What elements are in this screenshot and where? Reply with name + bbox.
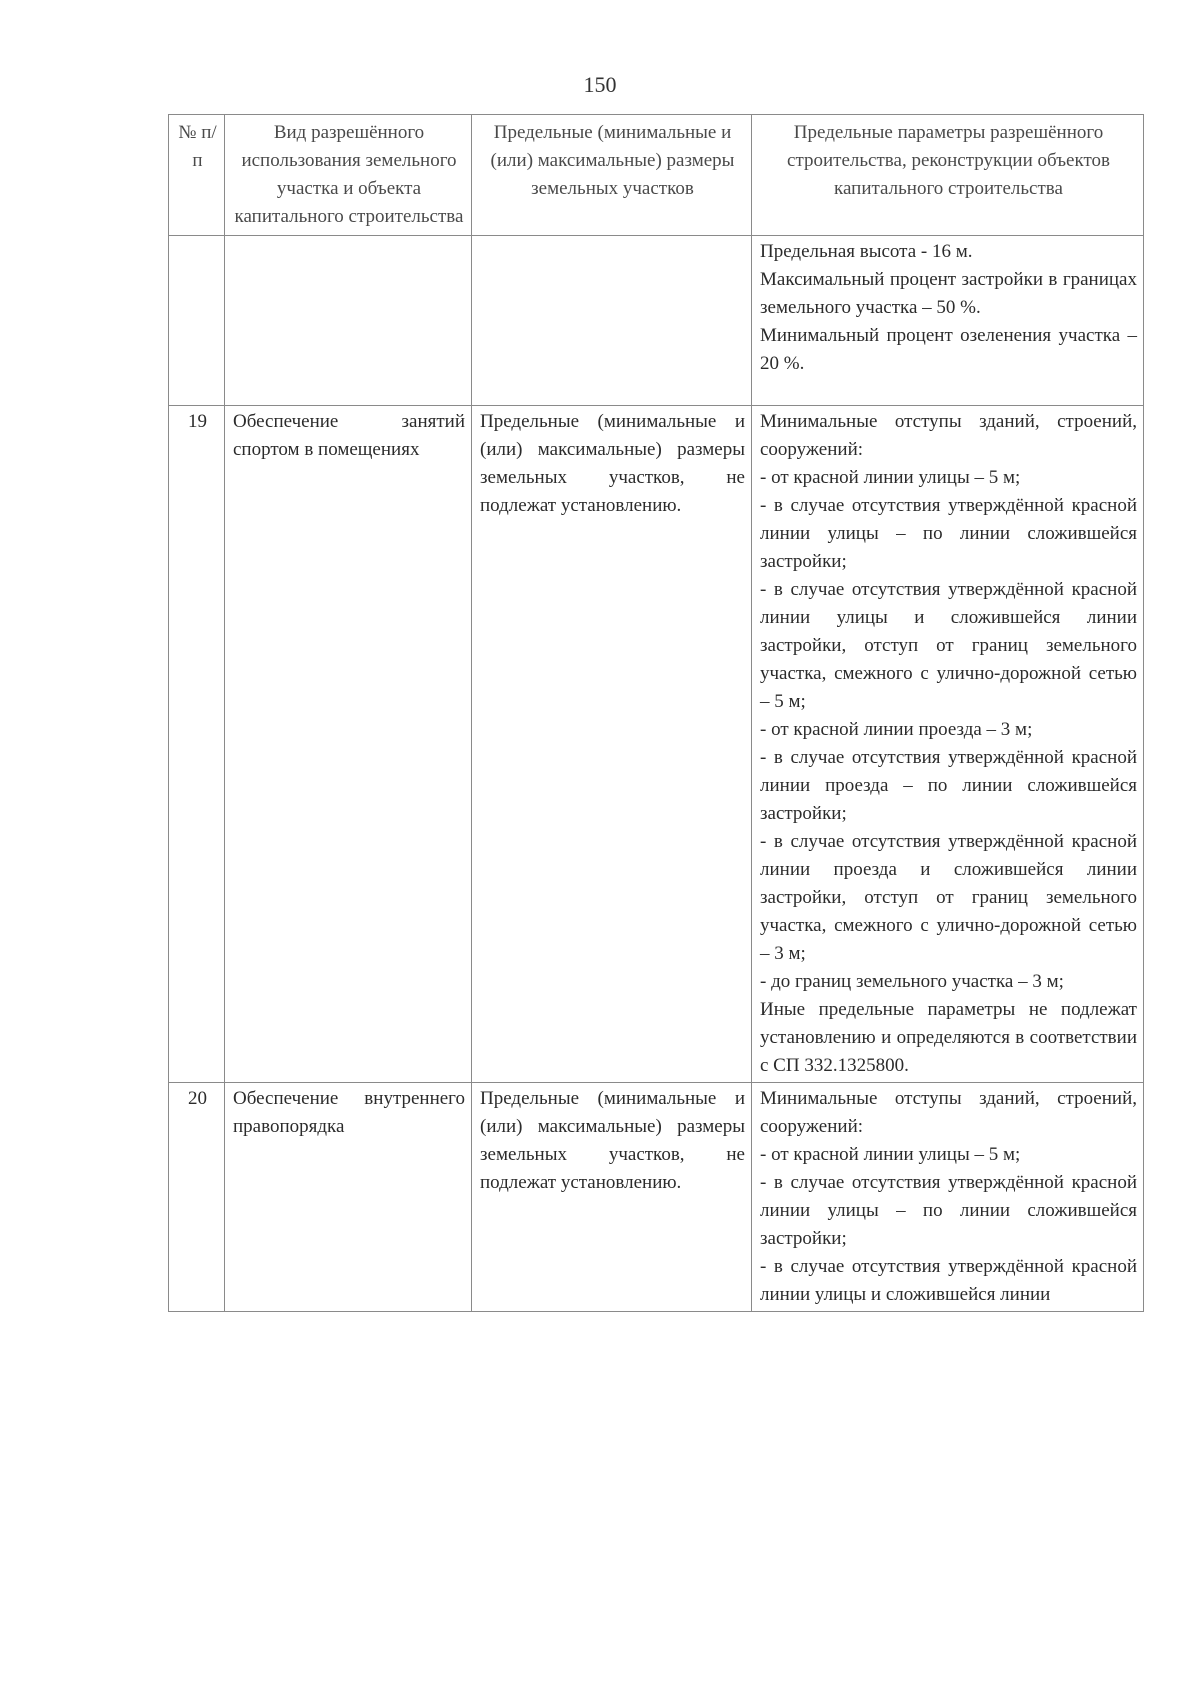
plot-size-cell (472, 236, 752, 406)
parameters-cell (752, 236, 1144, 406)
zoning-parameters-table (168, 114, 1144, 1312)
use-type-cell (225, 236, 472, 406)
table-row-20 (169, 1083, 1144, 1312)
param-line: - от красной линии улицы – 5 м; (760, 1144, 1021, 1165)
row-number-cell (169, 236, 225, 406)
use-type-cell: Обеспечение занятий спортом в помещениях (225, 406, 472, 1083)
param-line: - в случае отсутствия утверждённой красной линии улицы – по линии сложившейся застройки; (760, 495, 1137, 572)
param-line: - в случае отсутствия утверждённой красной линии проезда и сложившейся линии застройки, отступ от границ земельного участка, смежного с улично-дорожной сетью – 3 м; (760, 831, 1137, 964)
param-line: - до границ земельного участка – 3 м; (760, 971, 1064, 992)
param-line: Минимальные отступы зданий, строений, сооружений: (760, 411, 1137, 460)
param-line: - от красной линии проезда – 3 м; (760, 719, 1033, 740)
header-plot-size: Предельные (минимальные и (или) максимальные) размеры земельных участков (472, 115, 752, 236)
page-number: 150 (583, 72, 617, 97)
table-row-continuation (169, 236, 1144, 406)
param-line: - в случае отсутствия утверждённой красной линии проезда – по линии сложившейся застройки; (760, 747, 1137, 824)
plot-size-cell: Предельные (минимальные и (или) максимальные) размеры земельных участков, не подлежат установлению. (472, 1083, 752, 1312)
param-line: - в случае отсутствия утверждённой красной линии улицы – по линии сложившейся застройки; (760, 1172, 1137, 1249)
param-line: Минимальный процент озеленения участка – 20 %. (760, 325, 1137, 374)
param-line: Максимальный процент застройки в границах земельного участка – 50 %. (760, 269, 1137, 318)
param-line: - в случае отсутствия утверждённой красной линии улицы и сложившейся линии застройки, отступ от границ земельного участка, смежного с улично-дорожной сетью – 5 м; (760, 579, 1137, 712)
plot-size-cell: Предельные (минимальные и (или) максимальные) размеры земельных участков, не подлежат установлению. (472, 406, 752, 1083)
param-line: - от красной линии улицы – 5 м; (760, 467, 1021, 488)
use-type-cell: Обеспечение внутреннего правопорядка (225, 1083, 472, 1312)
table-header-row (169, 115, 1144, 236)
param-line: Иные предельные параметры не подлежат установлению и определяются в соответствии с СП 332.1325800. (760, 999, 1137, 1076)
header-parameters: Предельные параметры разрешённого строительства, реконструкции объектов капитального строительства (752, 115, 1144, 236)
row-number-cell: 20 (169, 1083, 225, 1312)
table-row-19 (169, 406, 1144, 1083)
param-line: Предельная высота - 16 м. (760, 241, 973, 262)
param-line: - в случае отсутствия утверждённой красной линии улицы и сложившейся линии (760, 1256, 1137, 1305)
parameters-cell (752, 406, 1144, 1083)
parameters-cell (752, 1083, 1144, 1312)
param-line: Минимальные отступы зданий, строений, сооружений: (760, 1088, 1137, 1137)
header-number: № п/п (169, 115, 225, 236)
row-number-cell: 19 (169, 406, 225, 1083)
header-use-type: Вид разрешённого использования земельного участка и объекта капитального строительства (225, 115, 472, 236)
